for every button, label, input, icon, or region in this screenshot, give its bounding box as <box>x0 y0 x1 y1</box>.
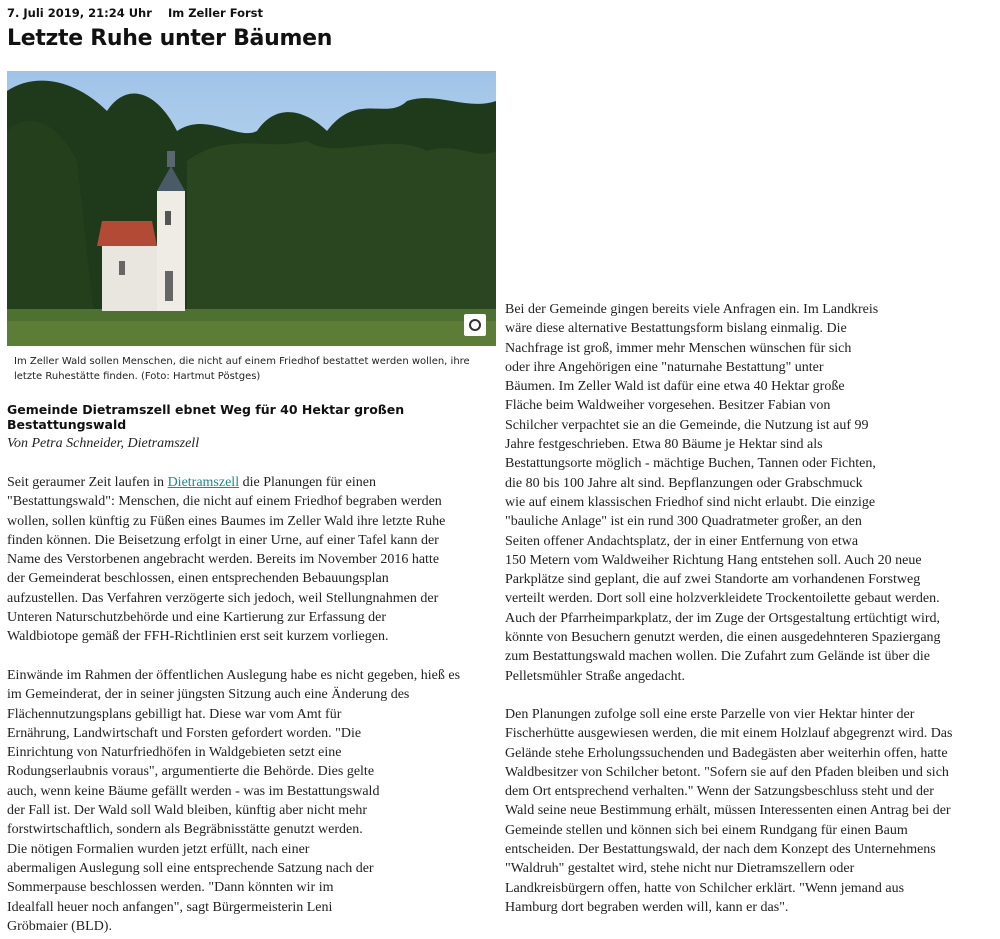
paragraph-line: 150 Metern vom Waldweiher Richtung Hang entstehen soll. Auch 20 neue <box>505 552 922 568</box>
article-photo[interactable] <box>7 71 496 346</box>
paragraph-line: Waldbesitzer von Schilcher betont. "Sofern sie auf den Pfaden bleiben und sich <box>505 764 949 780</box>
paragraph-line: wollen, sollen künftig zu Füßen eines Baumes im Zeller Wald ihre letzte Ruhe <box>7 513 446 529</box>
paragraph-line: Bei der Gemeinde gingen bereits viele Anfragen ein. Im Landkreis <box>505 302 879 317</box>
article-meta <box>7 6 275 20</box>
paragraph-line: Seit geraumer Zeit laufen in Dietramszell die Planungen für einen <box>7 475 376 490</box>
image-caption: Im Zeller Wald sollen Menschen, die nicht auf einem Friedhof bestattet werden wollen, ihre letzte Ruhestätte finden. (Foto: Hartmut Pöstges) <box>14 356 470 382</box>
paragraph-line: Waldbiotope gemäß der FFH-Richtlinien erst seit kurzem vorliegen. <box>7 629 389 645</box>
paragraph-line: "bauliche Anlage" ist ein rund 300 Quadratmeter großer, an den <box>505 514 862 530</box>
paragraph-line: Rodungserlaubnis voraus", argumentierte die Behörde. Dies gelte <box>7 764 375 780</box>
paragraph-line: im Gemeinderat, der in seiner jüngsten Sitzung auch eine Änderung des <box>7 687 410 703</box>
forest-chapel-image <box>7 71 496 346</box>
paragraph-line: Fläche beim Waldweiher vorgesehen. Besitzer Fabian von <box>505 398 831 414</box>
paragraph-line: Die nötigen Formalien wurden jetzt erfüllt, nach einer <box>7 841 310 857</box>
paragraph-line: zum Bestattungswald machen wollen. Die Zufahrt zum Gelände ist über die <box>505 649 930 665</box>
paragraph-line: der Gemeinderat beschlossen, einen entsprechenden Bebauungsplan <box>7 571 389 587</box>
paragraph-line: die 80 bis 100 Jahre alt sind. Bepflanzungen oder Grabschmuck <box>505 475 863 491</box>
paragraph-line: Hamburg dort begraben werden will, kann er das". <box>505 899 789 915</box>
article-title: Letzte Ruhe unter Bäumen <box>7 26 333 51</box>
paragraph-line: entscheiden. Der Bestattungswald, der nach dem Konzept des Unternehmens <box>505 842 936 858</box>
paragraph-2 <box>7 666 460 936</box>
paragraph-line: wäre diese alternative Bestattungsform bislang einmalig. Die <box>505 321 847 337</box>
paragraph-line: Pelletsmühler Straße angedacht. <box>505 668 685 684</box>
paragraph-line: Flächennutzungsplans gebilligt hat. Diese war vom Amt für <box>7 706 342 722</box>
paragraph-line: dem Ort entsprechend verhalten." Wenn der Satzungsbeschluss steht und der <box>505 784 934 800</box>
paragraph-1 <box>7 473 445 647</box>
paragraph-line: Gröbmaier (BLD). <box>7 918 112 934</box>
paragraph-line: Nachfrage ist groß, immer mehr Menschen wünschen für sich <box>505 340 852 356</box>
paragraph-line: Bäumen. Im Zeller Wald ist dafür eine etwa 40 Hektar große <box>505 379 845 395</box>
article-location: Im Zeller Forst <box>167 6 264 20</box>
article-subtitle: Gemeinde Dietramszell ebnet Weg für 40 Hektar großen Bestattungswald <box>7 402 405 432</box>
paragraph-line: verteilt werden. Dort soll eine holzverkleidete Trockentoilette gebaut werden. <box>505 591 940 607</box>
paragraph-line: oder ihre Angehörigen eine "naturnahe Bestattung" unter <box>505 359 824 375</box>
paragraph-3 <box>505 300 941 686</box>
paragraph-line: abermaligen Auslegung soll eine entsprechende Satzung nach der <box>7 860 374 876</box>
paragraph-line: Parkplätze sind geplant, die auf zwei Standorte am vorhandenen Forstweg <box>505 572 921 588</box>
paragraph-line: Idealfall heuer noch anfangen", sagt Bürgermeisterin Leni <box>7 899 333 915</box>
paragraph-line: Ernährung, Landwirtschaft und Forsten gefordert worden. "Die <box>7 725 362 741</box>
paragraph-line: Schilcher verpachtet sie an die Gemeinde, die Nutzung ist auf 99 <box>505 417 869 433</box>
paragraph-line: Gelände stehe Erholungssuchenden und Badegästen aber weiterhin offen, hatte <box>505 745 948 761</box>
paragraph-line: Gemeinde stellen und können sich bei einem Rundgang für einen Baum <box>505 822 908 838</box>
paragraph-line: wie auf einem klassischen Friedhof sind nicht erlaubt. Die einzige <box>505 494 876 510</box>
paragraph-4 <box>505 705 952 917</box>
paragraph-line: Bestattungsorte möglich - mächtige Buchen, Tannen oder Fichten, <box>505 456 876 472</box>
paragraph-line: Name des Verstorbenen angebracht werden. Bereits im November 2016 hatte <box>7 552 440 568</box>
paragraph-line: forstwirtschaftlich, sondern als Begräbnisstätte genutzt werden. <box>7 822 363 838</box>
paragraph-line: Landkreisbürgern offen, hatte von Schilcher erklärt. "Wenn jemand aus <box>505 880 905 896</box>
paragraph-line: der Fall ist. Der Wald soll Wald bleiben, künftig aber nicht mehr <box>7 803 367 819</box>
paragraph-line: Unteren Naturschutzbehörde und eine Kartierung zur Erfassung der <box>7 610 387 626</box>
dietramszell-link[interactable]: Dietramszell <box>167 475 240 490</box>
paragraph-line: "Bestattungswald": Menschen, die nicht auf einem Friedhof begraben werden <box>7 494 442 510</box>
expand-icon[interactable] <box>464 314 486 336</box>
article-date: 7. Juli 2019, 21:24 Uhr <box>7 6 152 20</box>
paragraph-line: finden können. Die Beisetzung erfolgt in einer Urne, auf einer Tafel kann der <box>7 532 439 548</box>
paragraph-line: Den Planungen zufolge soll eine erste Parzelle von vier Hektar hinter der <box>505 707 915 722</box>
paragraph-line: Sommerpause beschlossen werden. "Dann könnten wir im <box>7 880 334 896</box>
paragraph-line: Jahre festgeschrieben. Etwa 80 Bäume je Hektar sind als <box>505 437 823 453</box>
paragraph-line: Wald seine neue Bestimmung erhält, müssen Interessenten einen Antrag bei der <box>505 803 951 819</box>
paragraph-line: aufzustellen. Das Verfahren verzögerte sich jedoch, weil Stellungnahmen der <box>7 590 439 606</box>
byline: Von Petra Schneider, Dietramszell <box>7 436 200 451</box>
paragraph-line: Auch der Pfarrheimparkplatz, der im Zuge der Ortsgestaltung ertüchtigt wird, <box>505 610 941 626</box>
paragraph-line: Einwände im Rahmen der öffentlichen Auslegung habe es nicht gegeben, hieß es <box>7 668 461 683</box>
paragraph-line: Seiten offener Andachtsplatz, der in einer Entfernung von etwa <box>505 533 859 549</box>
paragraph-line: "Waldruh" gestaltet wird, stehe nicht nur Dietramszellern oder <box>505 861 855 877</box>
paragraph-line: auch, wenn keine Bäume gefällt werden - was im Bestattungswald <box>7 783 380 799</box>
paragraph-line: Fischerhütte ausgewiesen werden, die mit einem Holzlauf abgegrenzt wird. Das <box>505 726 953 742</box>
paragraph-line: könnte von Besuchern genutzt werden, die einen ausgedehnteren Spaziergang <box>505 630 941 646</box>
paragraph-line: Einrichtung von Naturfriedhöfen in Waldgebieten setzt eine <box>7 745 342 761</box>
